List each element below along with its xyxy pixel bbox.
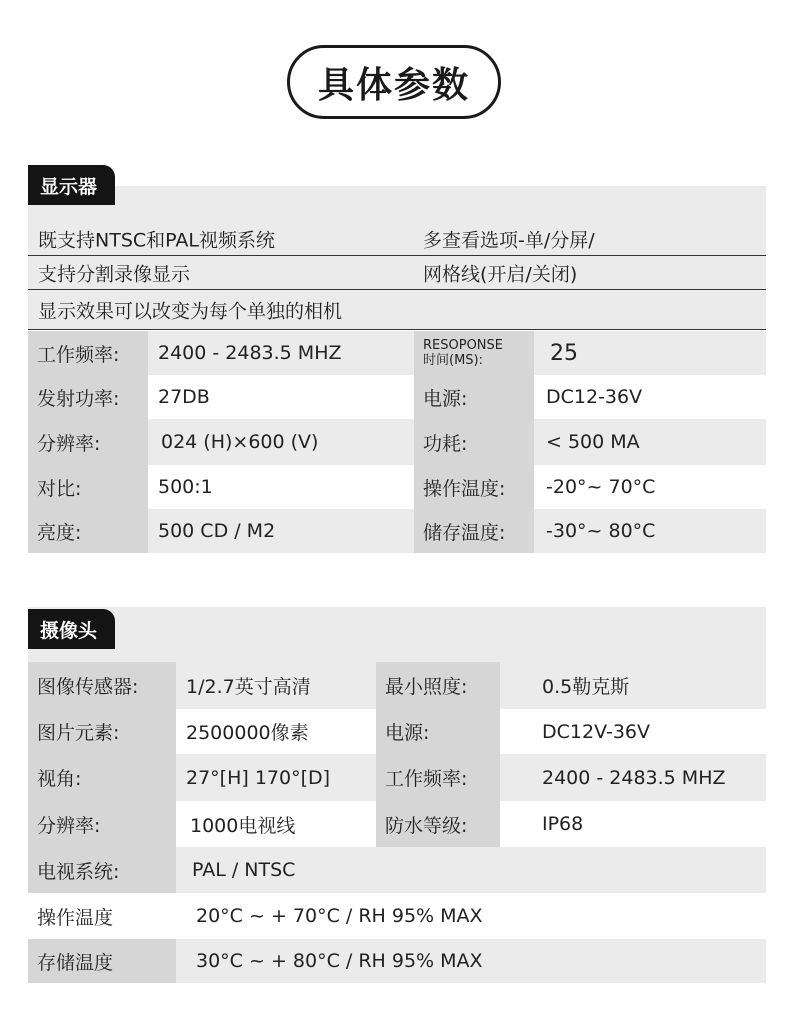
spec-row-wide <box>28 939 766 983</box>
feature-row <box>28 222 766 256</box>
spec-key: 电视系统: <box>28 847 176 893</box>
spec-key: 工作频率: <box>376 754 500 801</box>
feature-left: 支持分割录像显示 <box>38 263 191 285</box>
spec-row <box>28 709 766 754</box>
spec-row <box>28 754 766 801</box>
spec-key: 储存温度: <box>414 509 534 553</box>
spec-row <box>28 419 766 465</box>
spec-value: 2400 - 2483.5 MHZ <box>148 331 414 375</box>
spec-key: 分辨率: <box>28 801 176 847</box>
spec-value: PAL / NTSC <box>176 847 766 893</box>
spec-value: 27°[H] 170°[D] <box>176 754 376 801</box>
spec-row <box>28 375 766 419</box>
monitor-header-bar <box>28 186 766 226</box>
spec-key: 分辨率: <box>28 419 148 465</box>
spec-key: 最小照度: <box>376 662 500 709</box>
spec-value: 1000电视线 <box>176 801 376 847</box>
spec-value: 30°C ~ + 80°C / RH 95% MAX <box>176 939 766 983</box>
feature-row <box>28 290 766 330</box>
spec-row <box>28 465 766 509</box>
spec-key: 图片元素: <box>28 709 176 754</box>
spec-key: 亮度: <box>28 509 148 553</box>
spec-key: 防水等级: <box>376 801 500 847</box>
feature-left: 显示效果可以改变为每个单独的相机 <box>38 300 343 322</box>
spec-key: 图像传感器: <box>28 662 176 709</box>
spec-value: -20°~ 70°C <box>534 465 766 509</box>
monitor-tab: 显示器 <box>28 165 115 205</box>
spec-value: 1/2.7英寸高清 <box>176 662 376 709</box>
page-title: 具体参数 <box>287 45 501 119</box>
camera-tab: 摄像头 <box>28 609 115 649</box>
spec-key: 视角: <box>28 754 176 801</box>
feature-row <box>28 256 766 290</box>
spec-key-line2: 时间(MS): <box>423 353 483 368</box>
spec-value: DC12V-36V <box>500 709 766 754</box>
spec-key: 操作温度: <box>414 465 534 509</box>
feature-right: 多查看选项-单/分屏/ <box>423 229 595 251</box>
spec-value: 024 (H)×600 (V) <box>148 419 414 465</box>
spec-row-wide <box>28 847 766 893</box>
spec-value: DC12-36V <box>534 375 766 419</box>
spec-key: 电源: <box>414 375 534 419</box>
spec-value: IP68 <box>500 801 766 847</box>
spec-value: 2500000像素 <box>176 709 376 754</box>
spec-row <box>28 801 766 847</box>
spec-value: 500:1 <box>148 465 414 509</box>
spec-key: 操作温度 <box>28 893 176 939</box>
spec-key: 发射功率: <box>28 375 148 419</box>
spec-row <box>28 331 766 375</box>
spec-key: 存储温度 <box>28 939 176 983</box>
spec-key: 电源: <box>376 709 500 754</box>
spec-value: 0.5勒克斯 <box>500 662 766 709</box>
spec-key: 功耗: <box>414 419 534 465</box>
spec-key <box>414 331 534 375</box>
feature-right: 网格线(开启/关闭) <box>423 263 578 285</box>
spec-key: 工作频率: <box>28 331 148 375</box>
spec-value: 2400 - 2483.5 MHZ <box>500 754 766 801</box>
spec-value: 27DB <box>148 375 414 419</box>
spec-value: -30°~ 80°C <box>534 509 766 553</box>
spec-value: 25 <box>534 331 766 375</box>
feature-left: 既支持NTSC和PAL视频系统 <box>38 229 275 251</box>
spec-key: 对比: <box>28 465 148 509</box>
spec-row-wide <box>28 893 766 939</box>
camera-header-bar <box>28 607 766 662</box>
spec-key-line1: RESOPONSE <box>423 338 503 353</box>
spec-value: 20°C ~ + 70°C / RH 95% MAX <box>176 893 766 939</box>
spec-row <box>28 509 766 553</box>
spec-value: 500 CD / M2 <box>148 509 414 553</box>
spec-row <box>28 662 766 709</box>
spec-value: < 500 MA <box>534 419 766 465</box>
